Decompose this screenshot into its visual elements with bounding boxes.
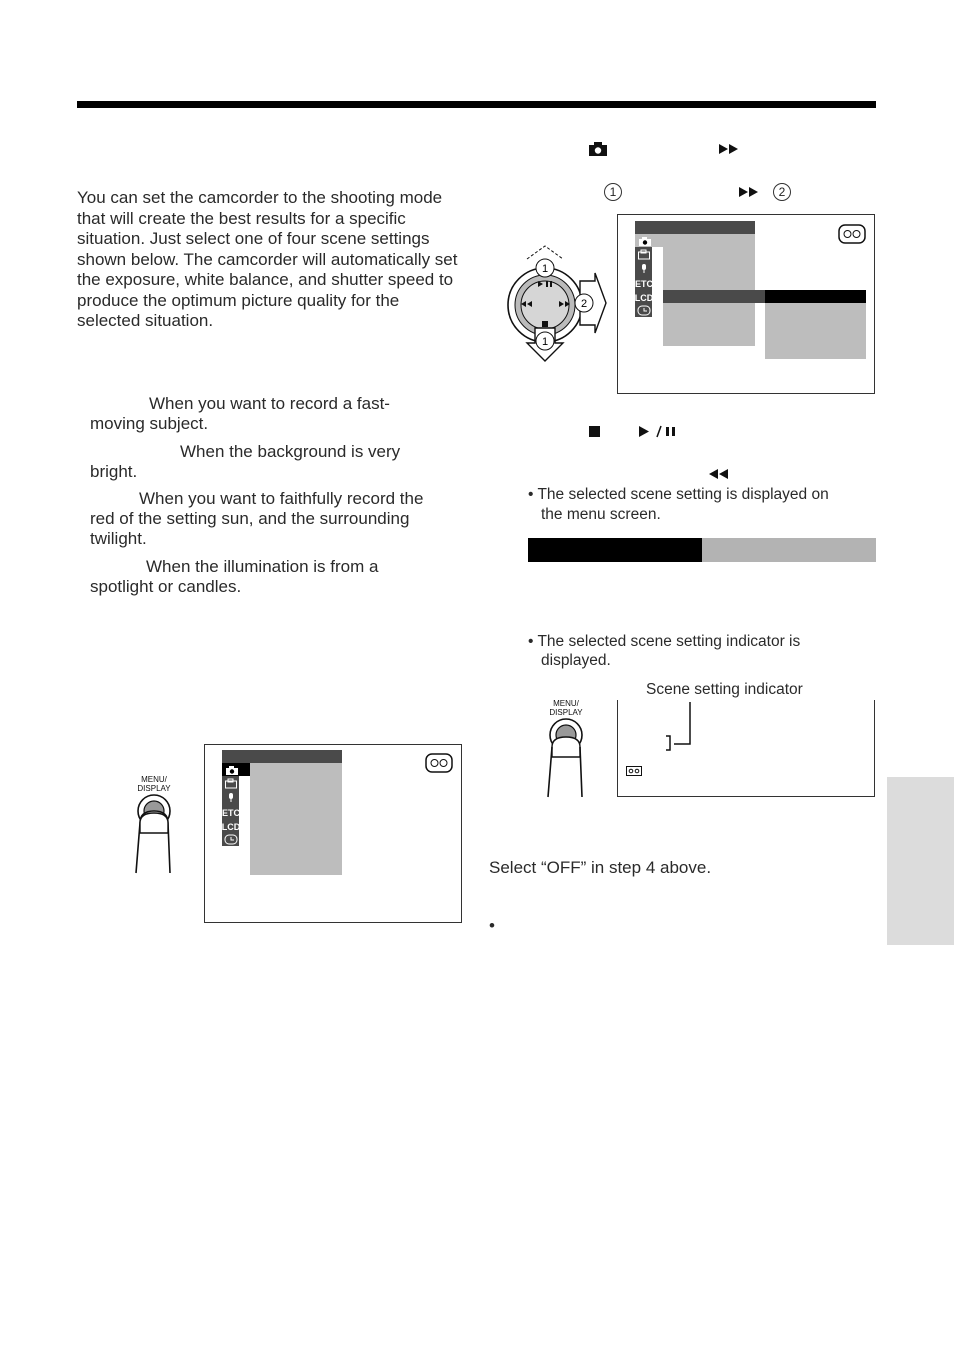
intro-paragraph: You can set the camcorder to the shooting mode that will create the best results for a specific situation. Just select one of four scene settings shown below. The camcorder will automatically set the exposure, white balance, and shutter speed to produce the optimum picture quality for the selected situation. — [77, 188, 458, 330]
scene-bar-value — [702, 538, 876, 562]
scene-bar-selected — [528, 538, 702, 562]
scene-1-line1: When you want to record a fast- — [149, 394, 390, 413]
scene-setting-indicator-label: Scene setting indicator — [646, 681, 803, 698]
tape-small-icon — [626, 766, 642, 776]
etc-icon: ETC — [222, 807, 240, 818]
menu-title-bar — [222, 750, 342, 763]
camera-icon — [638, 236, 652, 247]
lcd-icon: LCD — [634, 292, 654, 303]
svg-text:2: 2 — [580, 298, 588, 310]
submenu-selected — [765, 290, 866, 303]
finger-press-icon — [128, 793, 180, 875]
camera-setup-icon — [637, 249, 651, 260]
tape-icon — [838, 224, 866, 244]
play-pause-icon — [638, 425, 678, 438]
scene-4-line1: When the illumination is from a — [146, 557, 379, 576]
camera-icon — [225, 765, 239, 776]
stop-icon — [589, 426, 600, 437]
svg-text:1: 1 — [541, 336, 549, 348]
rewind-icon — [707, 468, 729, 480]
operation-dial-illustration — [505, 243, 607, 365]
bullet-scene-indicator: • The selected scene setting indicator is — [528, 633, 801, 650]
bullet-scene-indicator-cont: displayed. — [541, 652, 611, 669]
etc-icon: ETC — [635, 278, 653, 289]
viewfinder-screen — [617, 700, 875, 797]
menu-display-button-illustration — [540, 699, 592, 799]
menu-items-panel — [250, 763, 342, 875]
camera-icon — [588, 141, 608, 157]
menu-display-label: MENU/ DISPLAY — [137, 775, 171, 793]
indicator-callout-line — [660, 700, 700, 752]
bullet-scene-menu: • The selected scene setting is displayed on — [528, 486, 829, 503]
menu-title-bar — [635, 221, 755, 234]
menu-display-button-illustration — [128, 775, 180, 875]
menu-display-label: MENU/ DISPLAY — [549, 699, 583, 717]
fast-forward-icon — [718, 143, 740, 155]
finger-press-icon — [540, 717, 592, 799]
submenu-options-panel — [765, 303, 866, 359]
svg-text:1: 1 — [541, 263, 549, 275]
scene-1-line2: moving subject. — [90, 414, 209, 433]
mic-icon — [639, 263, 649, 274]
menu-item-highlight — [663, 290, 765, 303]
bullet-scene-menu-cont: the menu screen. — [541, 506, 661, 523]
lcd-icon: LCD — [221, 821, 241, 832]
chapter-side-tab — [887, 777, 954, 945]
scene-4-line2: spotlight or candles. — [90, 577, 242, 596]
scene-2-line2: bright. — [90, 462, 138, 481]
tape-icon — [425, 753, 453, 773]
scene-3-line2: red of the setting sun, and the surrounding — [90, 509, 410, 528]
mic-icon — [226, 792, 236, 803]
bullet-empty: • — [489, 916, 495, 935]
scene-3-line3: twilight. — [90, 529, 147, 548]
fast-forward-icon — [738, 186, 760, 198]
header-rule — [77, 101, 876, 108]
scene-3-line1: When you want to faithfully record the — [139, 489, 424, 508]
menu-screen-right — [617, 214, 875, 394]
cancel-instruction: Select “OFF” in step 4 above. — [489, 858, 712, 877]
menu-screen-left — [204, 744, 462, 923]
step-marker-2: 2 — [773, 183, 791, 201]
step-marker-1: 1 — [604, 183, 622, 201]
clock-icon — [637, 305, 651, 316]
scene-2-line1: When the background is very — [180, 442, 401, 461]
camera-setup-icon — [224, 778, 238, 789]
clock-icon — [224, 834, 238, 845]
